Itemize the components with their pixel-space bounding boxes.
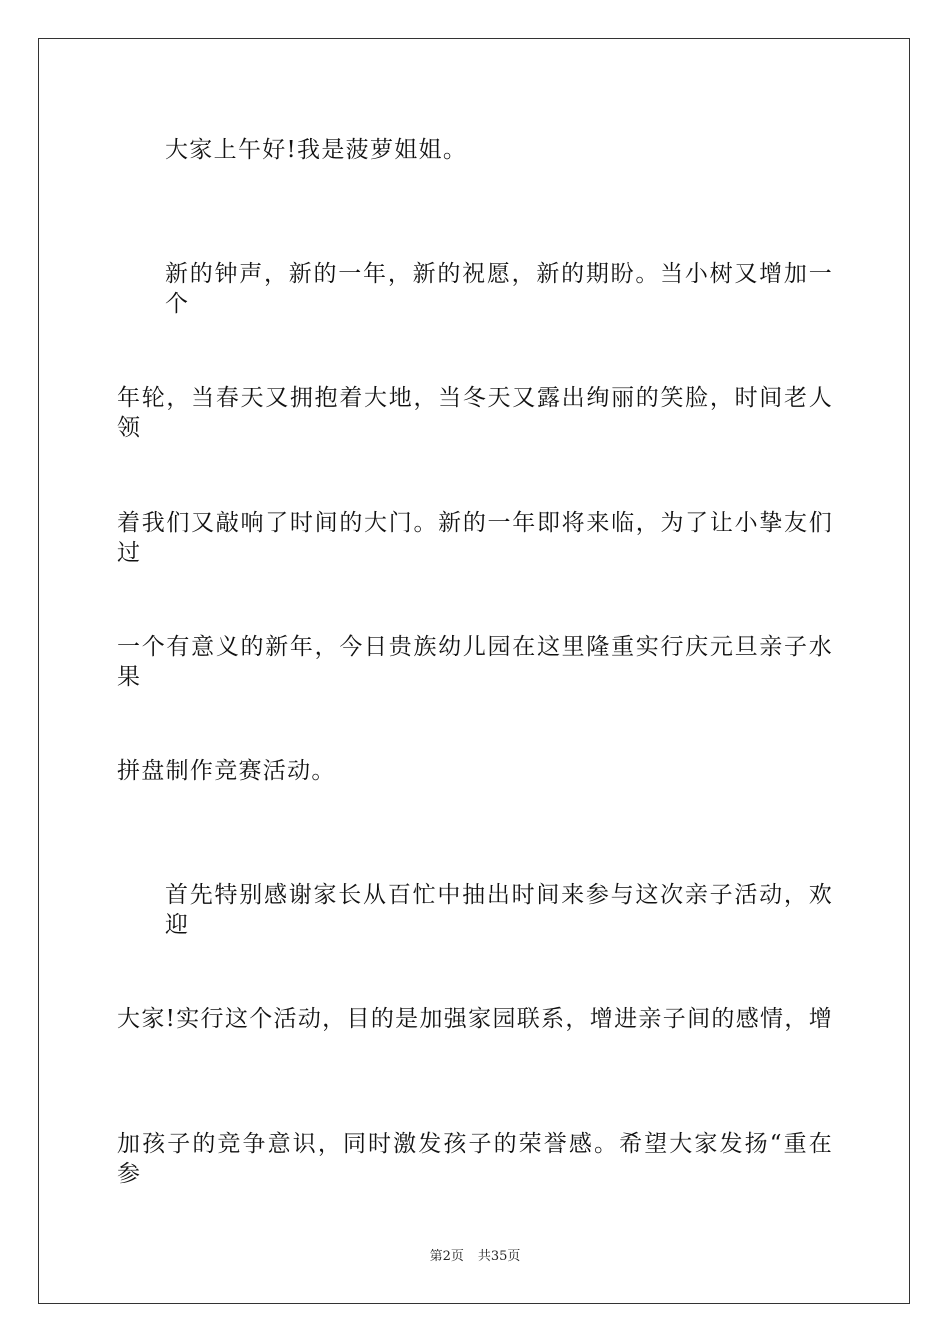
paragraph-line: 首先特别感谢家长从百忙中抽出时间来参与这次亲子活动，欢迎 xyxy=(165,882,833,938)
paragraph-line: 一个有意义的新年，今日贵族幼儿园在这里隆重实行庆元旦亲子水果 xyxy=(117,634,833,690)
paragraph-line: 大家!实行这个活动，目的是加强家园联系，增进亲子间的感情，增 xyxy=(117,1006,833,1032)
paragraph-line: 着我们又敲响了时间的大门。新的一年即将来临，为了让小挚友们过 xyxy=(117,510,833,566)
paragraph-line: 新的钟声，新的一年，新的祝愿，新的期盼。当小树又增加一个 xyxy=(165,261,833,317)
page-footer xyxy=(0,1248,950,1266)
paragraph-line: 拼盘制作竞赛活动。 xyxy=(117,758,336,784)
page-number: 第2页 xyxy=(429,1249,464,1264)
paragraph-line: 年轮，当春天又拥抱着大地，当冬天又露出绚丽的笑脸，时间老人领 xyxy=(117,385,833,441)
paragraph-line: 加孩子的竞争意识，同时激发孩子的荣誉感。希望大家发扬“重在参 xyxy=(117,1131,833,1187)
page-total: 共35页 xyxy=(477,1249,521,1264)
greeting-line: 大家上午好!我是菠萝姐姐。 xyxy=(165,137,468,163)
